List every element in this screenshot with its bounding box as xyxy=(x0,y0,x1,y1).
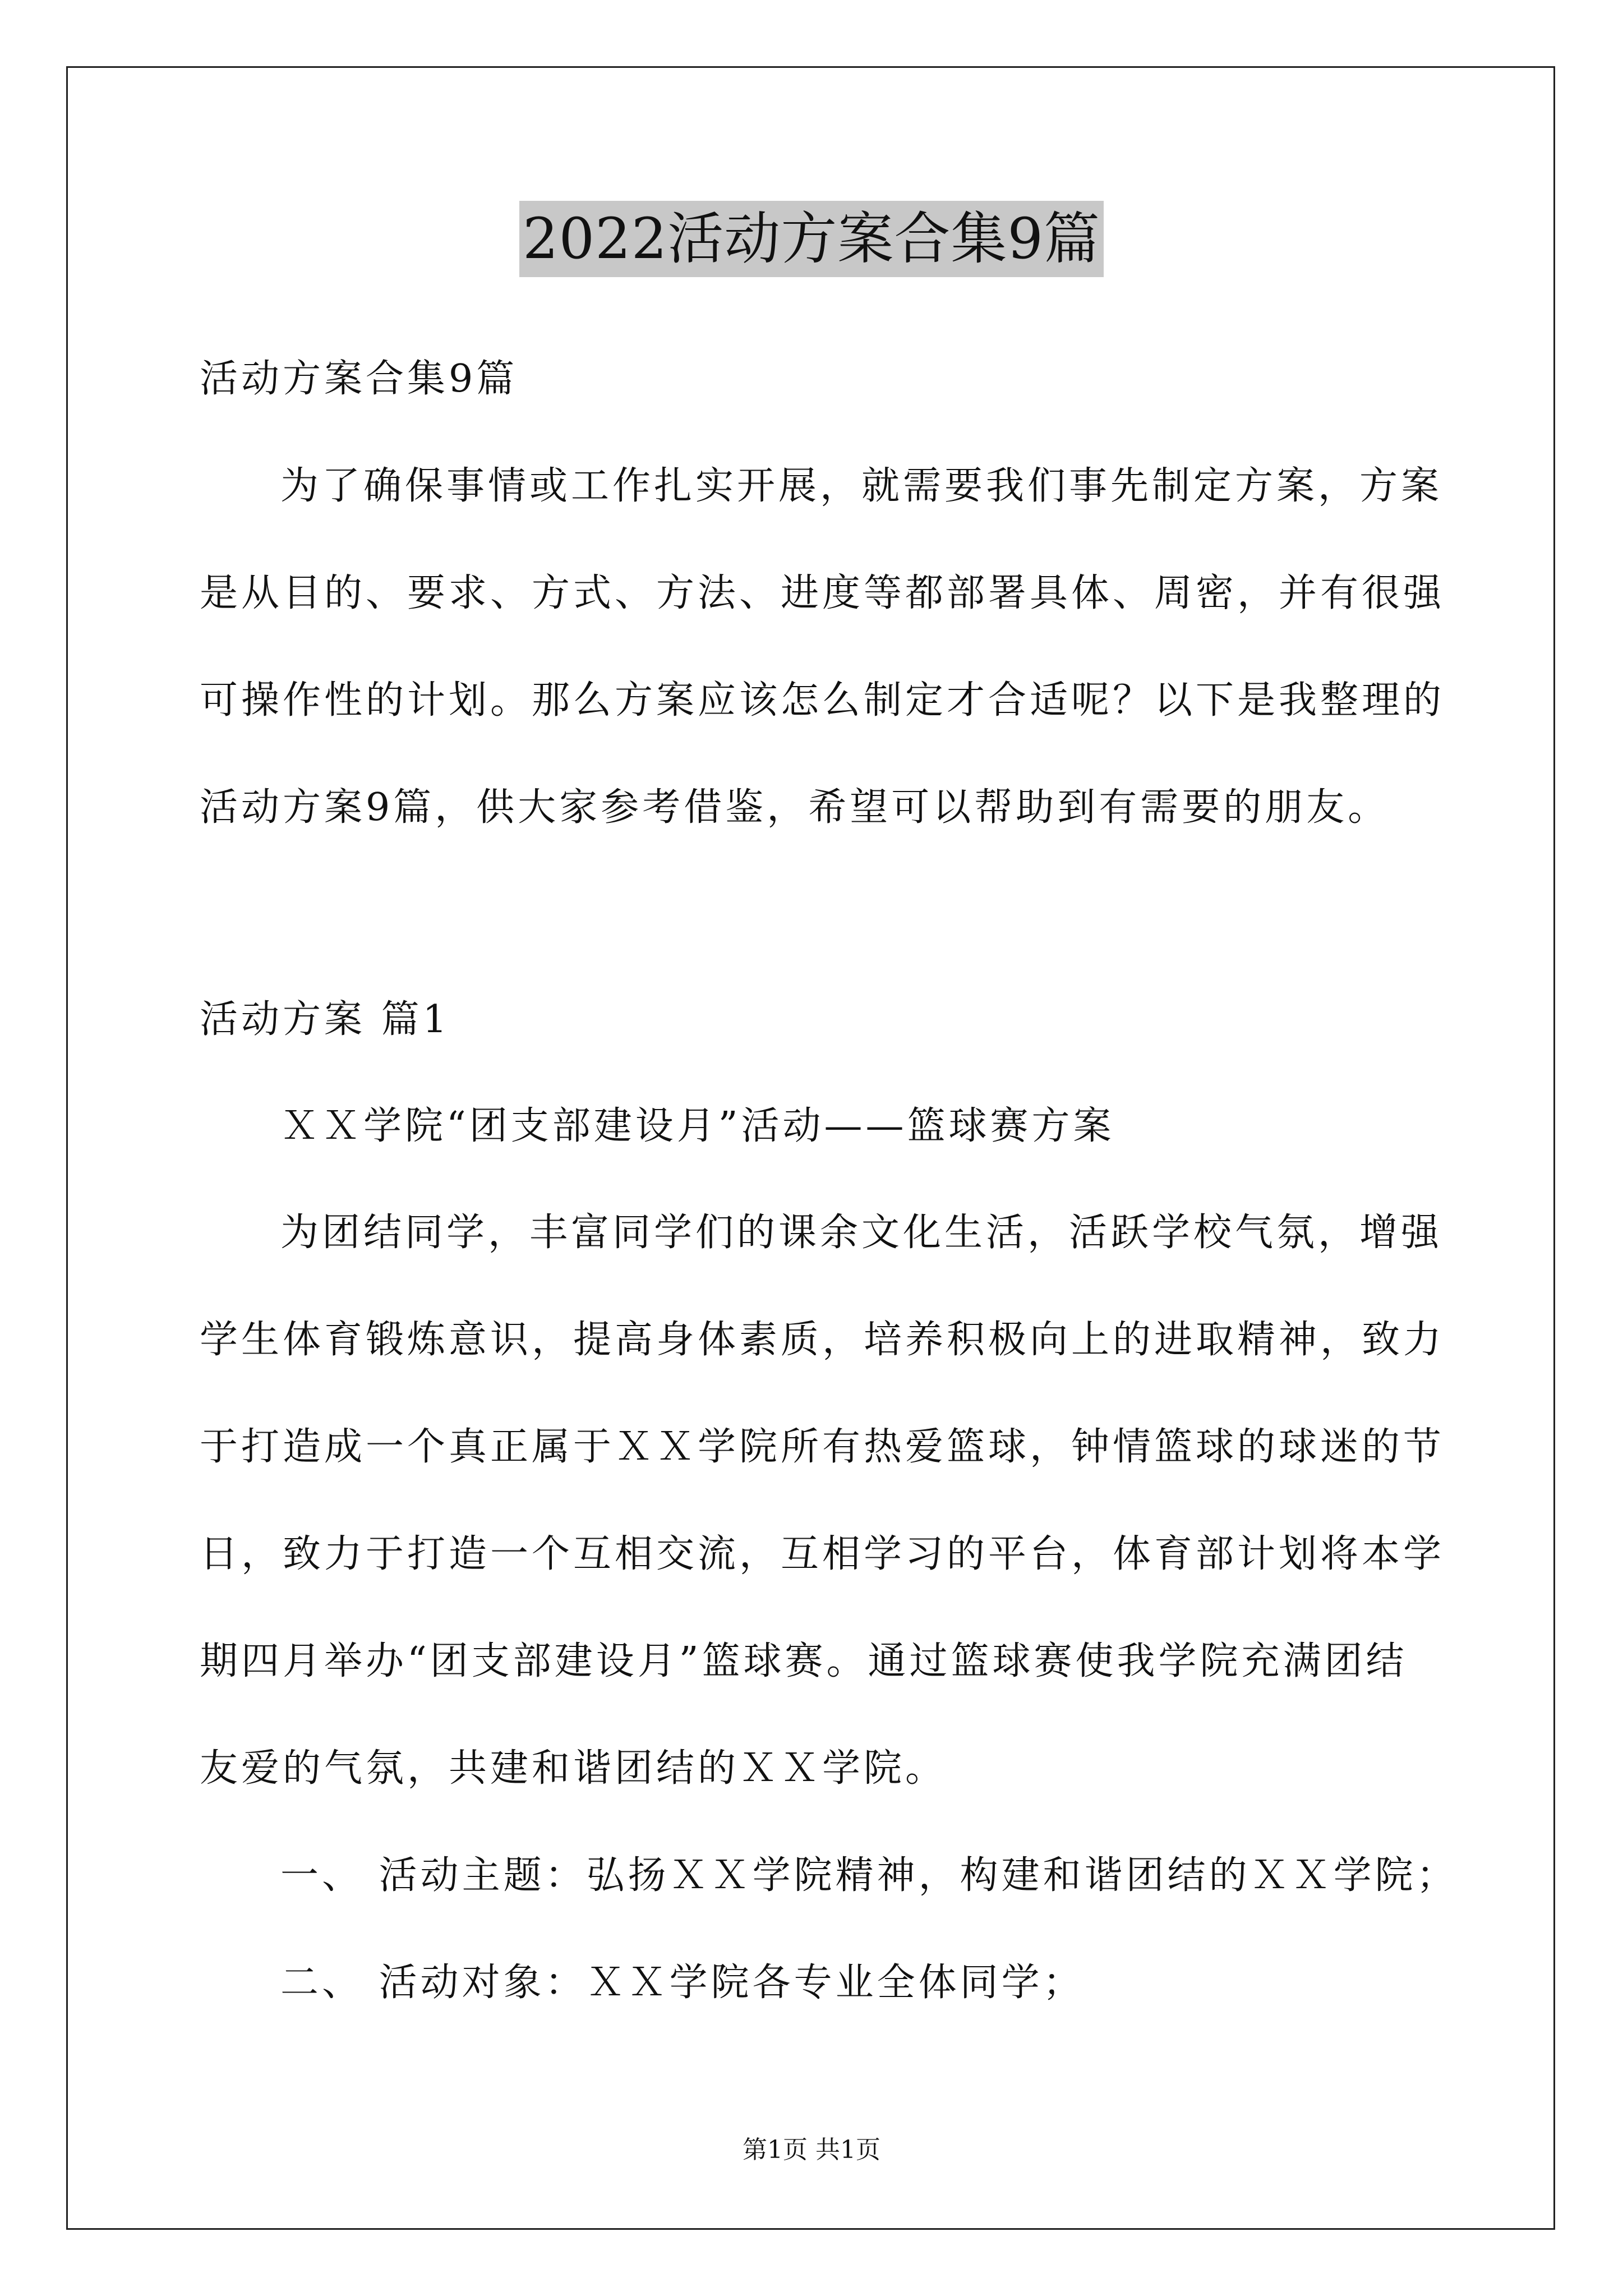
intro-line-1: 为了确保事情或工作扎实开展，就需要我们事先制定方案，方案 xyxy=(280,464,1443,508)
page-footer: 第1页 共1页 xyxy=(743,2136,880,2164)
paragraph-line-5: 期四月举办“团支部建设月”篮球赛。通过篮球赛使我学院充满团结 xyxy=(200,1639,1408,1683)
list-item-1: 一、 活动主题：弘扬ＸＸ学院精神，构建和谐团结的ＸＸ学院； xyxy=(280,1853,1458,1898)
paragraph-line-1: 为团结同学，丰富同学们的课余文化生活，活跃学校气氛，增强 xyxy=(280,1211,1443,1255)
paragraph-line-3: 于打造成一个真正属于ＸＸ学院所有热爱篮球，钟情篮球的球迷的节 xyxy=(200,1425,1445,1469)
intro-line-3: 可操作性的计划。那么方案应该怎么制定才合适呢？以下是我整理的 xyxy=(200,678,1445,723)
paragraph-line-6: 友爱的气氛，共建和谐团结的ＸＸ学院。 xyxy=(200,1746,947,1791)
document-title: 2022活动方案合集9篇 xyxy=(519,201,1104,277)
list-item-2: 二、 活动对象：ＸＸ学院各专业全体同学； xyxy=(280,1961,1085,2005)
paragraph-line-4: 日，致力于打造一个互相交流，互相学习的平台，体育部计划将本学 xyxy=(200,1532,1445,1576)
intro-line-2: 是从目的、要求、方式、方法、进度等都部署具体、周密，并有很强 xyxy=(200,571,1445,615)
section-heading: 活动方案 篇1 xyxy=(200,997,450,1042)
paragraph-line-2: 学生体育锻炼意识，提高身体素质，培养积极向上的进取精神，致力 xyxy=(200,1318,1445,1362)
intro-line-4: 活动方案9篇，供大家参考借鉴，希望可以帮助到有需要的朋友。 xyxy=(200,785,1390,830)
title-container xyxy=(0,201,1623,277)
document-subtitle: 活动方案合集9篇 xyxy=(200,357,518,401)
plan-title: ＸＸ学院“团支部建设月”活动——篮球赛方案 xyxy=(280,1104,1115,1148)
